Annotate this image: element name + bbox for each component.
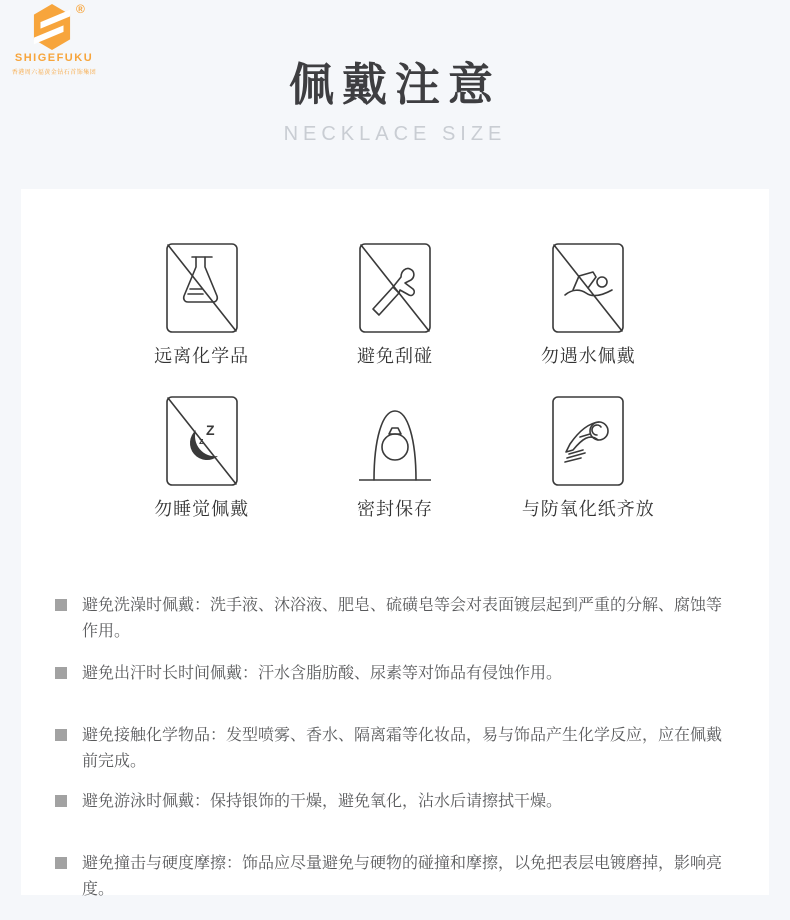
care-icon-grid [105,243,685,521]
page-header [0,0,790,146]
note-text: 避免洗澡时佩戴：洗手液、沐浴液、肥皂、硫磺皂等会对表面镀层起到严重的分解、腐蚀等作用。 [82,597,723,640]
registered-mark: ® [76,2,85,16]
page-title: 佩戴注意 [288,59,501,110]
note-item [55,723,735,775]
care-item-label: 避免刮碰 [356,346,433,366]
no-chemicals-icon [166,243,238,333]
sealed-ring-icon [359,396,431,486]
care-item-chemicals [105,243,298,368]
brand-logo [6,4,102,76]
paper-roll-icon [552,396,624,486]
care-item-label: 与防氧化纸齐放 [521,499,655,519]
note-item [55,851,735,903]
care-item-label: 远离化学品 [154,346,250,366]
hexagon-s-logo-icon [32,4,72,50]
note-item [55,593,735,645]
note-text: 避免游泳时佩戴：保持银饰的干燥，避免氧化，沾水后请擦拭干燥。 [82,793,563,810]
note-text: 避免出汗时长时间佩戴：汗水含脂肪酸、尿素等对饰品有侵蚀作用。 [82,665,563,682]
no-hammer-icon [359,243,431,333]
no-sleep-icon [166,396,238,486]
svg-text:z: z [198,436,204,446]
care-item-water [492,243,685,368]
square-bullet-icon [55,729,67,741]
brand-group-text: 香港周六福黄金钻石首饰集团 [11,70,97,76]
content-card [21,189,769,898]
svg-text:Z: Z [205,422,215,438]
note-item [55,661,735,687]
care-item-label: 密封保存 [356,499,433,519]
care-item-scratch [298,243,491,368]
square-bullet-icon [55,857,67,869]
brand-name: SHIGEFUKU [14,52,94,64]
note-text: 避免接触化学物品：发型喷雾、香水、隔离霜等化妆品，易与饰品产生化学反应，应在佩戴前完成。 [82,727,723,770]
no-swimming-icon [552,243,624,333]
care-item-paper [492,396,685,521]
note-item [55,789,735,815]
square-bullet-icon [55,795,67,807]
care-item-label: 勿睡觉佩戴 [154,499,250,519]
care-item-sealed [298,396,491,521]
care-item-label: 勿遇水佩戴 [540,346,636,366]
square-bullet-icon [55,599,67,611]
care-item-sleep [105,396,298,521]
page-subtitle: NECKLACE SIZE [283,123,507,145]
care-notes-list [21,593,769,903]
square-bullet-icon [55,667,67,679]
note-text: 避免撞击与硬度摩擦：饰品应尽量避免与硬物的碰撞和摩擦，以免把表层电镀磨掉，影响亮度。 [82,855,723,898]
